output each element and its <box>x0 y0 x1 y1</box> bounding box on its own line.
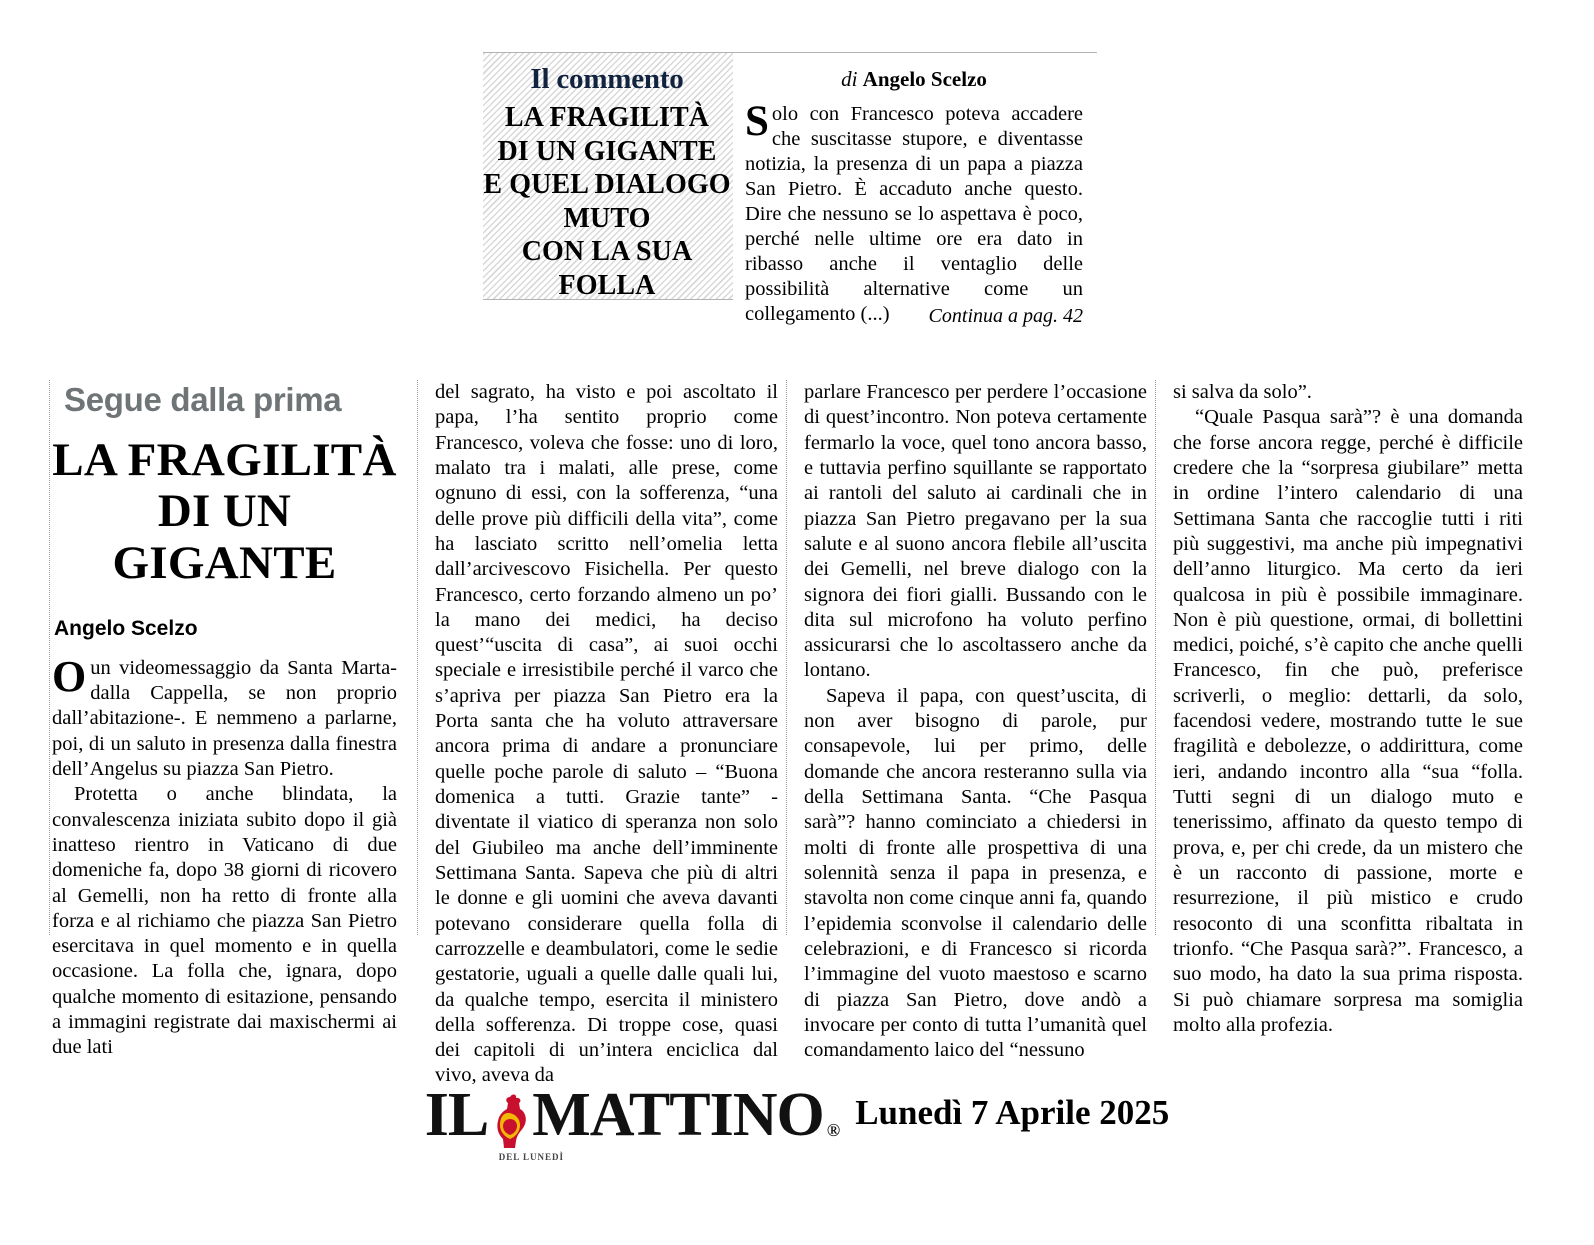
paragraph: si salva da solo”. <box>1173 381 1312 403</box>
article-byline: Angelo Scelzo <box>54 616 198 640</box>
headline-line-1: LA FRAGILITÀ <box>52 433 397 486</box>
paragraph: del sagrato, ha visto e poi ascoltato il papa, l’ha sentito proprio come Francesco, voleva che fosse: uno di loro, malato tra i malati, alle prese, come ognuno di essi, con la sofferenza, “una delle prove più difficili della vita”, come ha lasciato scritto nell’omelia letta dall’arcivescovo Fisichella. Per questo Francesco, certo forzando almeno un po’ la mano dei medici, ha deciso quest’“uscita di casa”, ai suoi occhi speciale e irresistibile perché il varco che s’apriva per piazza San Pietro era la Porta santa che ha voluto attraversare ancora prima di andare a pronunciare quelle poche parole di saluto – “Buona domenica a tutti. Grazie tante” - diventate il viatico di speranza non solo del Giubileo ma anche dell’imminente Settimana Santa. Sapeva che più di altri le donne e gli uomini che aveva davanti potevano considerare quella folla di carrozzelle e deambulatori, come le sedie gestatorie, uguali a quelle dalle quali lui, da qualche tempo, esercita il ministero della sofferenza. Di troppe cose, quasi dei capitoli di un’intera enciclica dal vivo, aveva da <box>435 381 778 1087</box>
paragraph: Protetta o anche blindata, la convalescenza iniziata subito dopo il già inatteso rientro in Vaticano di due domeniche fa, dopo 38 giorni di ricovero al Gemelli, non ha retto di fronte alla forza e al richiamo che piazza San Pietro esercitava in quel momento e in quella occasione. La folla che, ignara, dopo qualche momento di esitazione, pensando a immagini registrate dai maxischermi ai due lati <box>52 783 397 1059</box>
commento-title-line-1: LA FRAGILITÀ <box>504 102 710 133</box>
commento-body-text: olo con Francesco poteva accadere che suscitasse stupore, e diventasse notizia, la presenza di un papa a piazza San Pietro. È accaduto anche questo. Dire che nessuno se lo aspettava è poco, perché nelle ultime ore era dato in ribasso anche il ventaglio delle possibilità alternative come un collegamento (...) <box>745 103 1083 325</box>
commento-continua-label: Continua a pag. 42 <box>928 305 1083 327</box>
commento-title-line-4: MUTO <box>563 202 651 234</box>
article-column-4 <box>1173 380 1523 1036</box>
commento-title-line-3: E QUEL DIALOGO <box>483 169 731 201</box>
article-column-1-text <box>52 651 397 1061</box>
commento-body <box>745 98 1083 328</box>
article-dropcap: O <box>52 651 87 701</box>
commento-kicker: Il commento <box>530 63 684 95</box>
paragraph: Sapeva il papa, con quest’uscita, di non aver bisogno di parole, pur consapevole, lui per primo, delle domande che ancora resteranno sulla via della Settimana Santa. “Che Pasqua sarà”? hanno cominciato a chiedersi in molti di fronte alle prospettiva di una solennità senza il papa in presenza, e stavolta non come cinque anni fa, quando l’epidemia sconvolse il calendario delle celebrazioni, e di Francesco si ricorda l’immagine del vuoto maestoso e scarno di piazza San Pietro, dove andò a invocare per conto di tutta l’umanità quel comandamento laico del “nessuno <box>804 684 1147 1062</box>
segue-label: Segue dalla prima <box>64 381 342 418</box>
page-title <box>52 435 397 590</box>
rooster-icon <box>490 1093 530 1151</box>
commento-byline <box>745 67 1083 92</box>
masthead-il: IL <box>424 1080 489 1149</box>
commento-title-line-6: FOLLA <box>558 269 656 301</box>
masthead-mattino: MATTINO <box>532 1080 824 1149</box>
paragraph: “Quale Pasqua sarà”? è una domanda che forse ancora regge, perché è difficile credere che la “sorpresa giubilare” metta in ordine l’intero calendario di una Settimana Santa che raccoglie tutti i riti più suggestivi, ma anche più impegnativi dell’anno liturgico. Ma certo da ieri qualcosa in più è possibile immaginare. Non è più questione, ormai, di bollettini medici, poiché, s’è capito che anche quelli Francesco, fin che può, preferisce scriverli, o meglio: dettarli, da solo, facendosi vedere, mostrando tutte le sue fragilità e debolezze, o addirittura, come ieri, andando incontro alla “sua “folla. Tutti segni di un dialogo muto e tenerissimo, affinato da questo tempo di prova, e, per chi crede, da un mistero che è un racconto di passione, morte e resurrezione, il più mistico e crudo resoconto di una sconfitta ribaltata in trionfo. “Che Pasqua sarà?”. Francesco, a suo modo, ha dato la sua prima risposta. Si può chiamare sorpresa ma somiglia molto alla profezia. <box>1173 406 1523 1036</box>
commento-title-line-5: CON LA SUA <box>521 236 693 268</box>
commento-teaser-text-block <box>733 53 1097 327</box>
column-divider <box>49 380 50 935</box>
headline-line-2: DI UN GIGANTE <box>112 485 337 590</box>
column-divider <box>417 380 418 935</box>
commento-dropcap: S <box>745 98 769 145</box>
paragraph <box>52 651 397 783</box>
column-divider <box>1155 380 1156 935</box>
paragraph-text: un videomessaggio da Santa Marta- dalla Cappella, se non proprio dall’abitazione-. E nemmeno a parlarne, poi, di un saluto in presenza dalla finestra dell’Angelus su piazza San Pietro. <box>52 656 397 780</box>
footer <box>0 1075 1594 1162</box>
article-column-3 <box>804 380 1147 1062</box>
masthead-registered-mark: ® <box>826 1119 840 1140</box>
commento-teaser-title-block <box>483 53 731 301</box>
masthead-logo <box>424 1080 840 1162</box>
commento-title-line-2: DI UN GIGANTE <box>497 135 717 167</box>
article-column-2 <box>435 380 778 1087</box>
column-divider <box>786 380 787 935</box>
paragraph: parlare Francesco per perdere l’occasione di quest’incontro. Non poteva certamente fermarlo la voce, quel tono ancora basso, e tuttavia perfino squillante se rapportato ai rantoli del saluto ai cardinali che in piazza San Pietro pregavano per la sua salute e al suono ancora flebile all’uscita dei Gemelli, nel breve dialogo con la signora dei fiori gialli. Bussando con le dita sul microfono ha voluto perfino assicurarsi che lo ascoltassero anche da lontano. <box>804 381 1147 682</box>
commento-byline-author: Angelo Scelzo <box>862 67 987 91</box>
commento-title <box>483 101 731 303</box>
article-column-1 <box>52 380 397 1059</box>
masthead-subtitle: DEL LUNEDÌ <box>498 1151 564 1162</box>
commento-byline-prefix: di <box>841 67 858 91</box>
article-body <box>52 380 1542 1087</box>
footer-date: Lunedì 7 Aprile 2025 <box>855 1093 1170 1132</box>
commento-teaser-box <box>483 52 1097 327</box>
